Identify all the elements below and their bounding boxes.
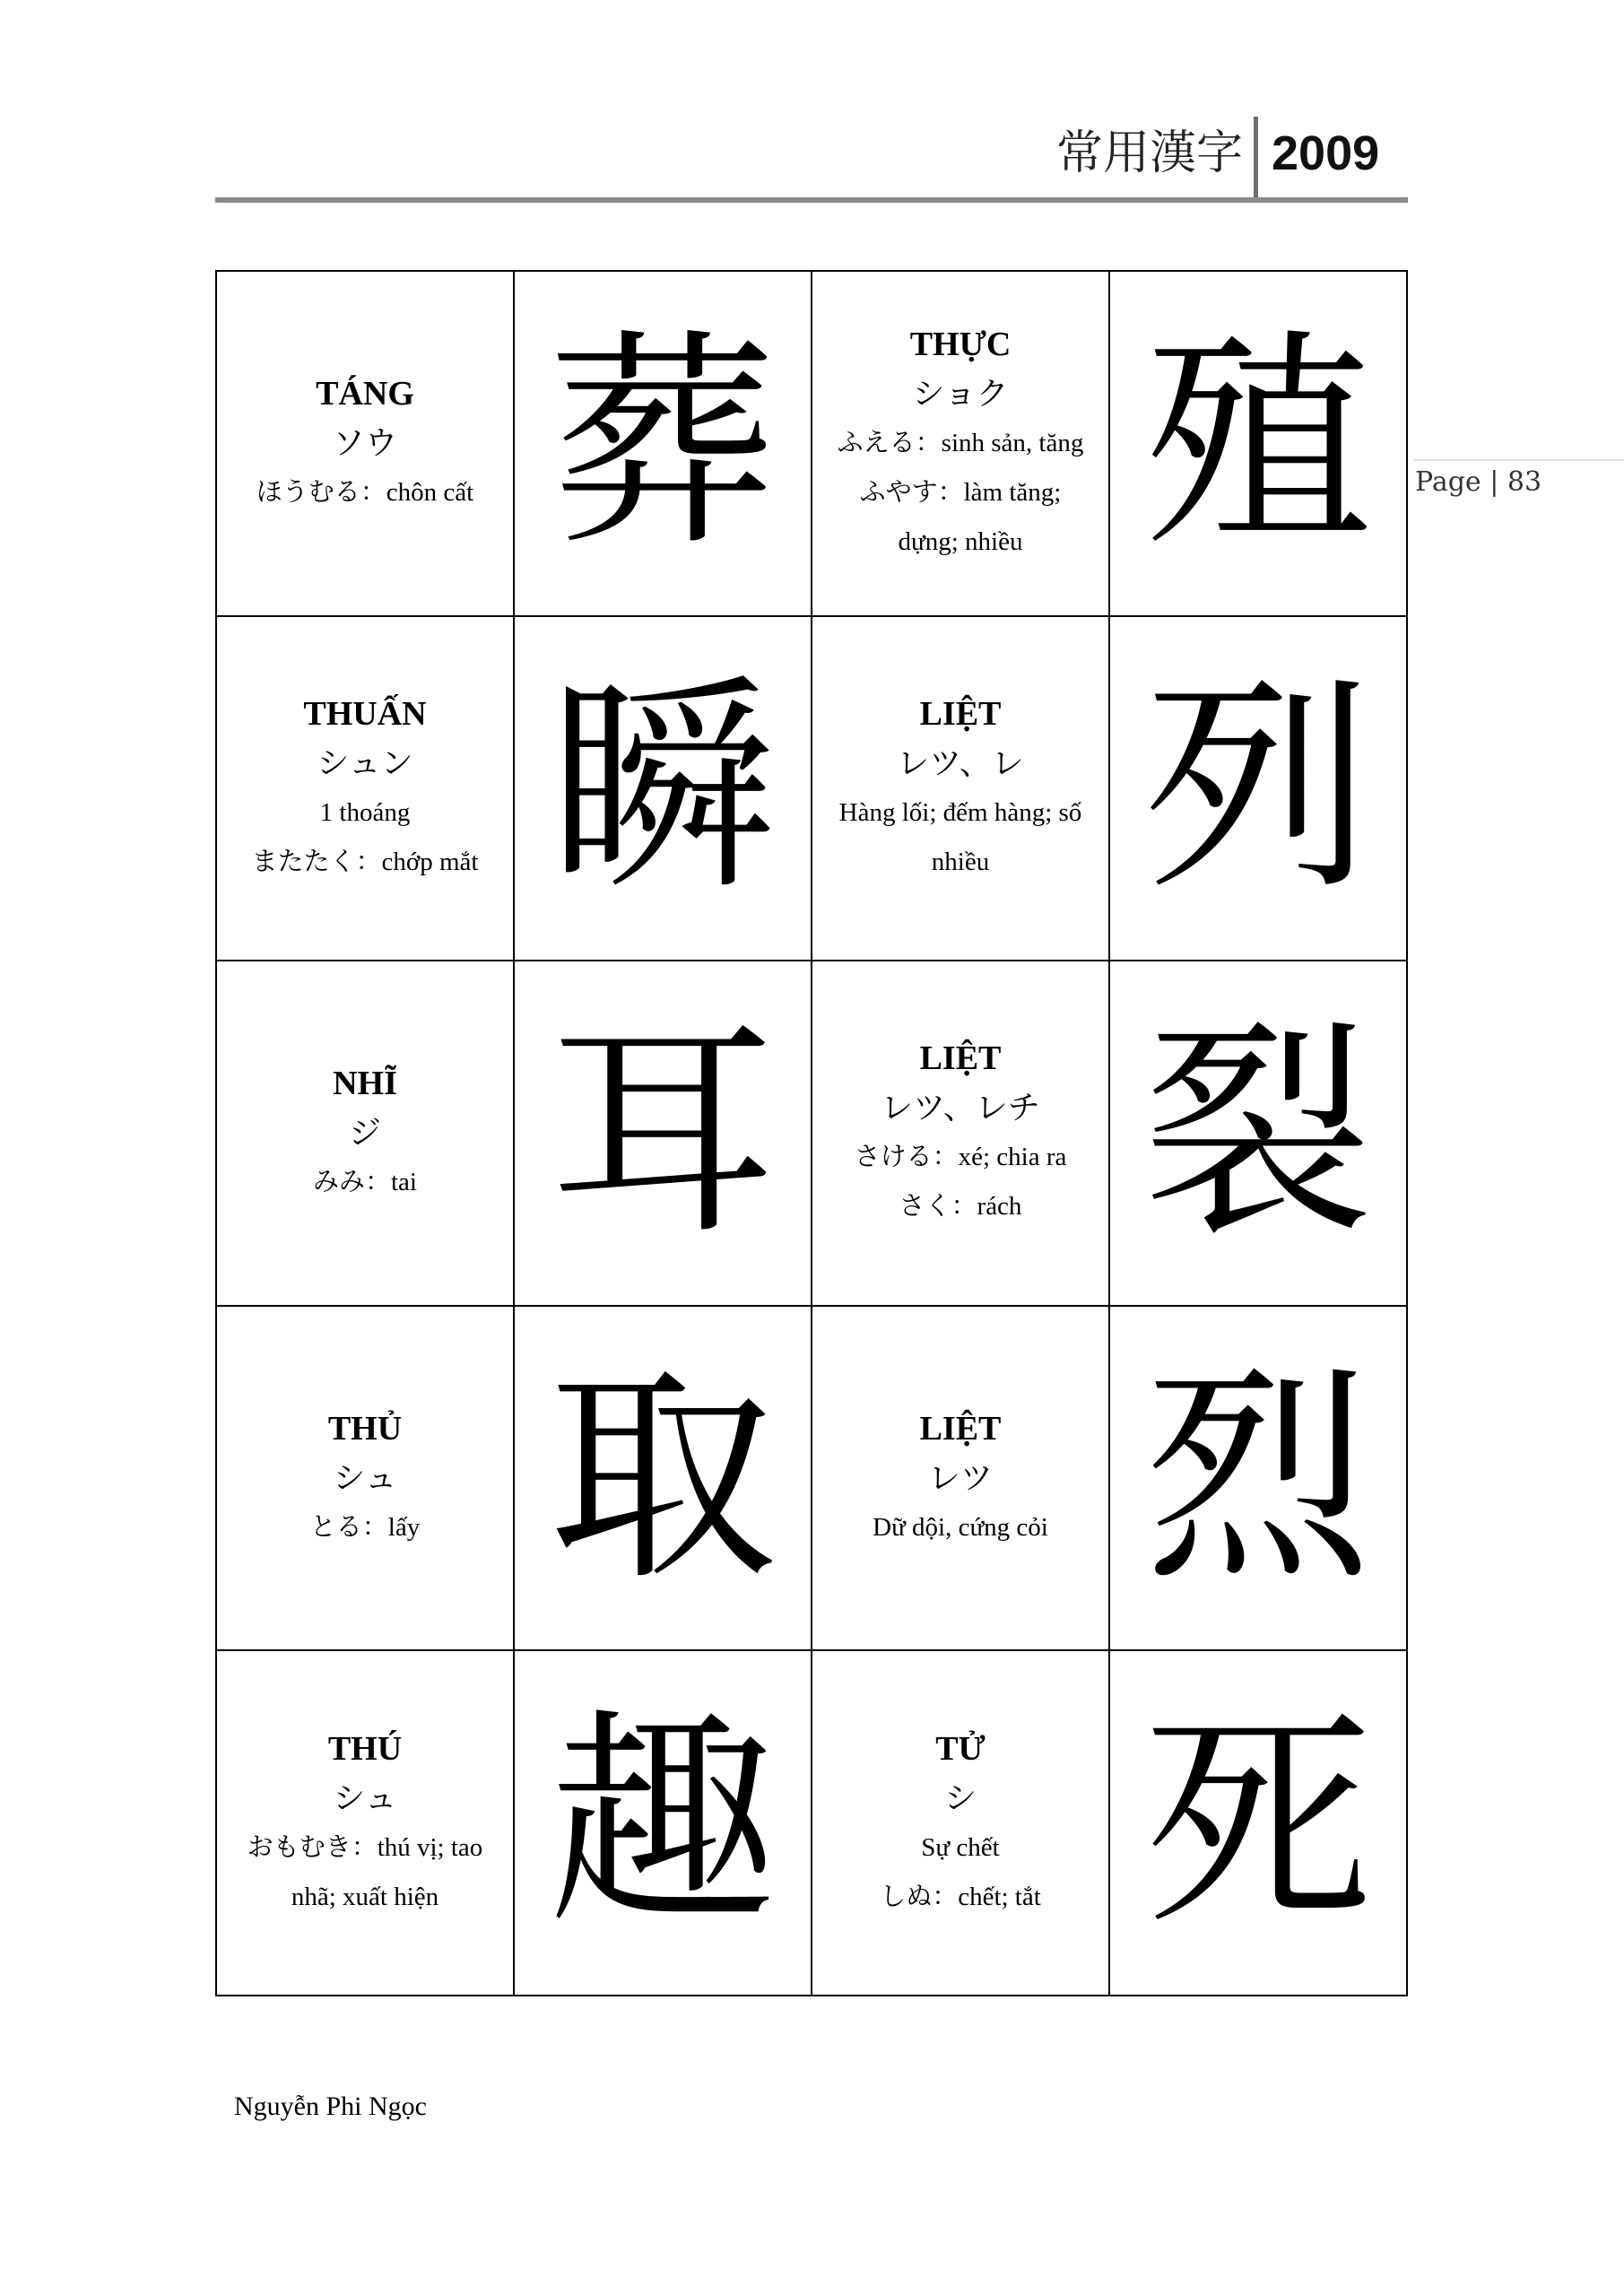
kanji-cell bbox=[1110, 1307, 1408, 1652]
meaning-line: ほうむる：chôn cất bbox=[256, 477, 474, 507]
katakana-reading: ジ bbox=[348, 1114, 381, 1152]
han-viet-reading: THÚ bbox=[327, 1729, 403, 1768]
kanji-cell bbox=[515, 1307, 812, 1652]
header-rule bbox=[215, 197, 1408, 203]
header-divider bbox=[1254, 117, 1258, 197]
reading-cell bbox=[217, 1651, 515, 1996]
kanji-cell bbox=[1110, 961, 1408, 1307]
kanji-character: 裂 bbox=[1143, 999, 1373, 1266]
katakana-reading: レツ、レチ bbox=[881, 1090, 1040, 1127]
meaning-line: さける：xé; chia ra bbox=[854, 1143, 1067, 1172]
meaning-line: さく：rách bbox=[899, 1192, 1022, 1222]
han-viet-reading: LIỆT bbox=[919, 1409, 1002, 1448]
page-number-rule bbox=[1413, 459, 1624, 461]
reading-stack bbox=[855, 1034, 1067, 1231]
kanji-cell bbox=[1110, 272, 1408, 617]
reading-stack bbox=[248, 1725, 483, 1922]
meaning-line: とる：lấy bbox=[309, 1512, 421, 1542]
kanji-cell bbox=[1110, 1651, 1408, 1996]
kanji-character: 瞬 bbox=[548, 655, 777, 922]
header-title: 常用漢字 bbox=[1055, 126, 1243, 180]
katakana-reading: シュ bbox=[333, 1459, 397, 1497]
kanji-cell bbox=[515, 961, 812, 1307]
meaning-line: ふえる：sinh sản, tăng bbox=[837, 428, 1084, 457]
katakana-reading: シュン bbox=[317, 744, 413, 782]
reading-cell bbox=[217, 1307, 515, 1652]
kanji-cell bbox=[1110, 617, 1408, 962]
reading-cell bbox=[812, 961, 1110, 1307]
meaning-line: しぬ：chết; tắt bbox=[880, 1882, 1041, 1911]
reading-stack bbox=[838, 320, 1084, 567]
reading-cell bbox=[812, 617, 1110, 962]
han-viet-reading: THỰC bbox=[909, 325, 1012, 363]
kanji-character: 取 bbox=[548, 1344, 777, 1612]
meaning-line: みみ：tai bbox=[313, 1167, 417, 1196]
kanji-card-table bbox=[215, 270, 1408, 1996]
katakana-reading: シュ bbox=[333, 1779, 397, 1817]
kanji-cell bbox=[515, 1651, 812, 1996]
meaning-line: Dữ dội, cứng cỏi bbox=[873, 1512, 1048, 1542]
reading-stack bbox=[839, 690, 1082, 887]
meaning-line: dựng; nhiều bbox=[898, 526, 1023, 556]
reading-cell bbox=[217, 272, 515, 617]
han-viet-reading: TÁNG bbox=[316, 374, 414, 413]
meaning-line: nhiều bbox=[931, 847, 990, 876]
han-viet-reading: LIỆT bbox=[919, 1039, 1002, 1078]
kanji-character: 列 bbox=[1143, 655, 1373, 922]
meaning-line: またたく：chớp mắt bbox=[251, 847, 479, 876]
kanji-character: 耳 bbox=[548, 999, 777, 1266]
meaning-line: おもむき：thú vị; tao bbox=[247, 1832, 483, 1862]
reading-cell bbox=[812, 272, 1110, 617]
kanji-cell bbox=[515, 617, 812, 962]
han-viet-reading: TỬ bbox=[935, 1729, 986, 1768]
meaning-line: nhã; xuất hiện bbox=[291, 1882, 439, 1911]
reading-stack bbox=[252, 690, 479, 887]
katakana-reading: ショク bbox=[912, 375, 1009, 413]
header-year: 2009 bbox=[1272, 126, 1380, 180]
han-viet-reading: THUẤN bbox=[303, 694, 427, 733]
reading-stack bbox=[313, 1059, 417, 1207]
reading-cell bbox=[217, 617, 515, 962]
meaning-line: 1 thoáng bbox=[319, 797, 411, 827]
meaning-line: Hàng lối; đếm hàng; số bbox=[838, 797, 1082, 827]
reading-stack bbox=[873, 1405, 1048, 1552]
kanji-cell bbox=[515, 272, 812, 617]
han-viet-reading: LIỆT bbox=[919, 694, 1002, 733]
kanji-character: 葬 bbox=[548, 309, 777, 577]
meaning-line: ふやす：làm tăng; bbox=[859, 477, 1062, 507]
katakana-reading: シ bbox=[943, 1779, 977, 1817]
reading-cell bbox=[812, 1307, 1110, 1652]
reading-stack bbox=[310, 1405, 420, 1552]
han-viet-reading: THỦ bbox=[327, 1409, 403, 1448]
reading-stack bbox=[880, 1725, 1041, 1922]
meaning-line: Sự chết bbox=[921, 1832, 1000, 1862]
reading-stack bbox=[256, 370, 473, 517]
kanji-character: 殖 bbox=[1143, 309, 1373, 577]
page-number: Page | 83 bbox=[1415, 466, 1542, 498]
katakana-reading: レツ、レ bbox=[897, 744, 1024, 782]
reading-cell bbox=[217, 961, 515, 1307]
kanji-character: 烈 bbox=[1143, 1344, 1373, 1612]
han-viet-reading: NHĨ bbox=[333, 1064, 397, 1102]
katakana-reading: レツ bbox=[927, 1459, 993, 1497]
kanji-character: 死 bbox=[1143, 1690, 1373, 1957]
katakana-reading: ソウ bbox=[332, 424, 397, 462]
kanji-character: 趣 bbox=[548, 1690, 777, 1957]
reading-cell bbox=[812, 1651, 1110, 1996]
author-footer: Nguyễn Phi Ngọc bbox=[234, 2092, 427, 2121]
